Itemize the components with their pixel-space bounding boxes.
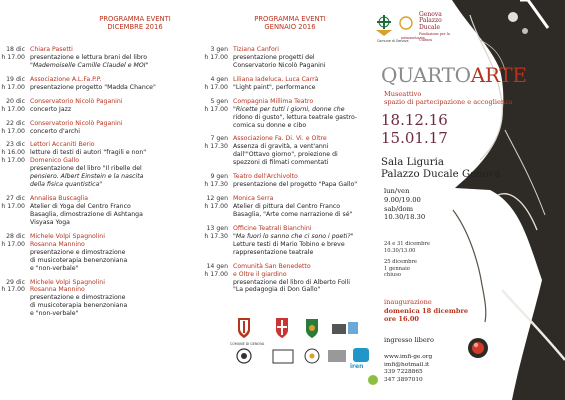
event-description: "Ricette per tutti i giorni, donne che [233, 105, 345, 113]
event-date: 18 dic h 17.00 [1, 46, 25, 61]
event-description: Domenico Gallo [30, 157, 79, 165]
event-description: rappresentazione teatrale [233, 248, 314, 256]
event-description: Visyasa Yoga [30, 218, 70, 226]
event-description: Assenza di gravità, a vent'anni [233, 143, 329, 151]
event-date: 4 gen h 17.00 [204, 75, 228, 91]
event-title: Michele Volpi Spagnolini [30, 232, 105, 240]
event-description: Atelier di pittura del Centro Franco [233, 203, 341, 210]
event-description: concerto Jazz [30, 105, 72, 113]
event-description: Conservatorio Nicolò Paganini [233, 61, 326, 69]
event-date: 22 dic h 17.00 [1, 119, 25, 135]
event-title: e Oltre il giardino [233, 270, 287, 278]
event-title: Teatro dell'Archivolto [233, 173, 298, 181]
event-description: Basaglia, "Arte come narrazione di sé" [233, 210, 353, 218]
event-date: 12 gen h 17.00 [204, 195, 228, 210]
event-title: Officine Teatrali Bianchini [233, 224, 312, 232]
event-date: 23 dic h 16.00 h 17.00 [1, 141, 25, 165]
event-title: Conservatorio Nicolò Paganini [30, 119, 123, 127]
event-description: presentazione progetti del [233, 53, 315, 61]
event-title: Annalisa Buscaglia [30, 195, 89, 203]
event-title: Chiara Pasetti [30, 46, 73, 53]
event-description: della fisica quantistica" [30, 181, 103, 189]
event-title: Associazione Fa. Di. Vi. e Oltre [233, 135, 327, 143]
event-description: Basaglia, dimostrazione di Ashtanga [30, 210, 143, 218]
event-date: 9 gen h 17.30 [204, 173, 228, 189]
contacts: www.imfi-ge.org imfi@hotmail.it 339 7228865 347 3897010 [384, 354, 433, 383]
event-date: 7 gen h 17.30 [204, 135, 228, 151]
event-description: "La pedagogia di Don Gallo" [233, 286, 321, 294]
event-description: "Light paint", performance [233, 83, 316, 91]
event-date: 29 dic h 17.00 [1, 278, 25, 294]
event-description: letture di testi di autori "fragili e non" [30, 149, 147, 157]
subtitle: Museattivo spazio di partecipazione e accoglienza [384, 90, 513, 107]
event-title: Monica Serra [233, 195, 274, 203]
event-title: Liliana Iadeluca, Luca Carrà [233, 75, 319, 83]
event-date: 3 gen h 17.00 [204, 46, 228, 61]
event-title: Compagnia Millima Teatro [233, 97, 314, 105]
event-date: 14 gen h 17.00 [204, 262, 228, 278]
inauguration: inaugurazione domenica 18 dicembre ore 16.00 [384, 298, 469, 324]
event-title: Comunità San Benedetto [233, 262, 311, 270]
holiday-hours: 24 e 31 dicembre 10.30/13.00 [384, 241, 430, 254]
event-description: presentazione del libro "Il ribelle del [30, 165, 142, 173]
event-description: di musicoterapia benenzoniana [30, 302, 128, 310]
event-description: dall'"Ottavo giorno", proiezione di [233, 151, 338, 159]
opening-hours: lun/ven 9.00/19.00 sab/dom 10.30/18.30 [384, 187, 426, 222]
event-date: 27 dic h 17.00 [1, 195, 25, 210]
event-date: 20 dic h 17.00 [1, 97, 25, 113]
event-description: comica su donne e cibo [233, 121, 307, 129]
website-link[interactable]: www.imfi-ge.org [384, 354, 433, 360]
exhibition-dates: 18.12.16 15.01.17 [381, 111, 448, 147]
svg-text:iren: iren [350, 363, 364, 370]
event-description: Atelier di Yoga del Centro Franco [30, 203, 131, 210]
svg-text:COMUNE DI GENOVA: COMUNE DI GENOVA [230, 342, 265, 346]
january-heading: PROGRAMMA EVENTI GENNAIO 2016 [254, 15, 326, 32]
event-description: "Ma fuori lo sanno che ci sono i poeti?" [233, 232, 354, 240]
svg-text:palazzoducale: palazzoducale [401, 36, 425, 40]
december-heading: PROGRAMMA EVENTI DICEMBRE 2016 [99, 15, 171, 32]
event-description: "Mademoiselle Camille Claudel e MOI" [30, 61, 149, 69]
partner-logos: Comune di Genova palazzoducale Genova Palazzo Ducale Fondazione per la Cultura [377, 11, 450, 43]
quartoarte-logo: QUARTOARTE [381, 63, 527, 87]
event-description: ridono di gusto", lettura teatrale gastro- [233, 113, 358, 121]
event-date: 5 gen h 17.00 [204, 97, 228, 113]
event-date: 19 dic h 17.00 [1, 75, 25, 91]
event-title: Rosanna Mannino [30, 240, 85, 248]
email-link[interactable]: imfi@hotmail.it [384, 361, 430, 368]
event-description: Letture testi di Mario Tobino e breve [233, 240, 345, 248]
event-date: 13 gen h 17.30 [204, 224, 228, 240]
event-description: spezzoni di filmati commentati [233, 159, 329, 167]
closed-days: 25 dicembre 1 gennaio chiuso [384, 259, 417, 278]
event-description: di musicoterapia benenzoniana [30, 256, 128, 264]
event-description: presentazione e dimostrazione [30, 294, 126, 302]
event-description: pensiero. Albert Einstein e la nascita [30, 173, 144, 181]
event-title: Michele Volpi Spagnolini [30, 278, 105, 286]
event-description: presentazione del libro di Alberto Folli [233, 278, 351, 286]
venue: Sala Liguria Palazzo Ducale Genova [381, 157, 501, 181]
event-description: presentazione del progetto "Papa Gallo" [233, 181, 358, 189]
event-description: presentazione e lettura brani del libro [30, 53, 147, 61]
event-description: presentazione progetto "Madda Chance" [30, 83, 156, 91]
event-title: Tiziana Canfori [233, 46, 280, 53]
free-entry: ingresso libero [384, 336, 434, 344]
event-title: Conservatorio Nicolò Paganini [30, 97, 123, 105]
sponsor-logos [228, 318, 388, 388]
event-description: presentazione e dimostrazione [30, 248, 126, 256]
svg-text:Comune di Genova: Comune di Genova [377, 39, 409, 43]
event-description: concerto d'archi [30, 127, 80, 135]
event-description: e "non-verbale" [30, 264, 79, 272]
event-title: Associazione A.L.Fa.P.P. [30, 75, 102, 83]
event-title: Rosanna Mannino [30, 286, 85, 294]
event-description: e "non-verbale" [30, 310, 79, 318]
event-title: Lettori Accaniti Berio [30, 141, 95, 149]
event-date: 28 dic h 17.00 [1, 232, 25, 248]
